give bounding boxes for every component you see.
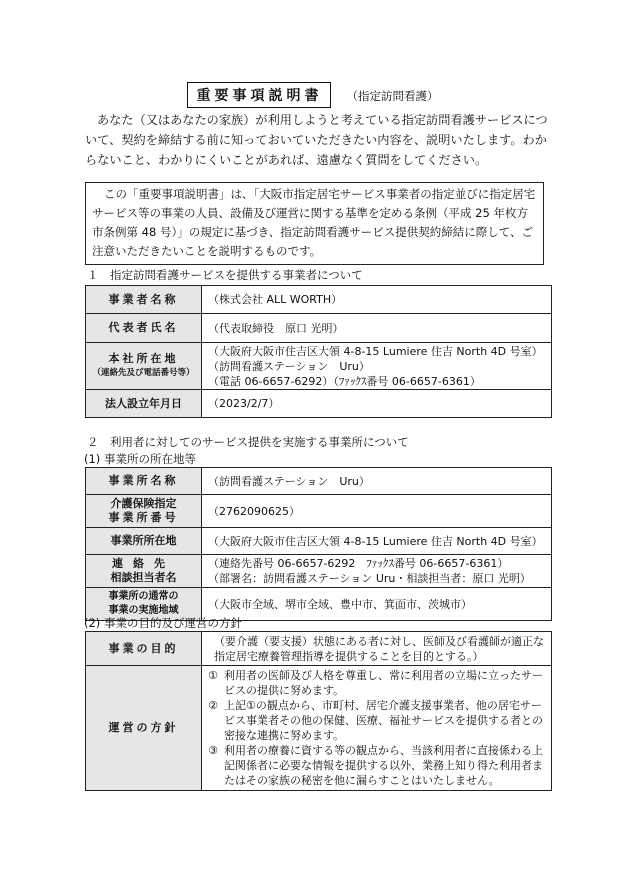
office-number-label-cell <box>86 495 202 528</box>
head-office-label-note: （連絡先及び電話番号等） <box>92 368 195 378</box>
list-item <box>202 668 547 698</box>
office-number-label-line1: 介護保険指定 <box>110 497 177 510</box>
table-row <box>86 632 552 666</box>
purpose-value: （要介護（要支援）状態にある者に対し、医師及び看護師が適正な指定居宅療養管理指導を提供することを目的とする。） <box>202 632 552 666</box>
representative-label: 代表者氏名 <box>86 314 202 343</box>
table-row <box>86 666 552 791</box>
provider-table <box>85 285 552 418</box>
established-date-label: 法人設立年月日 <box>86 390 202 418</box>
contact-label-line2: 相談担当者名 <box>110 571 177 584</box>
policy-item-number: ② <box>208 699 218 712</box>
contact-label-line1: 連絡先 <box>112 557 175 570</box>
service-area-label-line1: 事業所の通常の <box>108 591 179 602</box>
head-office-phone: （電話 06-6657-6292）（ﾌｧｯｸｽ番号 06-6657-6361） <box>208 374 481 388</box>
representative-value: （代表取締役 原口 光明） <box>202 314 552 343</box>
office-address-value: （大阪府大阪市住吉区大領 4-8-15 Lumiere 住吉 North 4D 号室） <box>202 528 552 555</box>
office-name-value: （訪問看護ステーション Uru） <box>202 468 552 495</box>
intro-paragraph: あなた（又はあなたの家族）が利用しようと考えている指定訪問看護サービスについて、契約を締結する前に知っておいていただきたい内容を、説明いたします。わからないこと、わかりにくいことがあれば、遠慮なく質問をしてください。 <box>85 113 548 167</box>
document-title: 重要事項説明書 <box>187 82 331 108</box>
office-number-value: （2762090625） <box>202 495 552 528</box>
section2-sub2-heading: (2) 事業の目的及び運営の方針 <box>84 616 242 630</box>
contact-person: （部署名：訪問看護ステーション Uru・相談担当者：原口 光明） <box>208 572 531 585</box>
policy-item-text: 利用者の医師及び人格を尊重し、常に利用者の立場に立ったサービスの提供に努めます。 <box>224 669 543 697</box>
table-row <box>86 495 552 528</box>
head-office-value <box>202 343 552 390</box>
office-table <box>85 467 552 621</box>
service-area-value: （大阪市全域、堺市全域、豊中市、箕面市、茨城市） <box>202 588 552 621</box>
policy-item-number: ③ <box>208 744 218 757</box>
purpose-policy-table <box>85 631 552 791</box>
table-row <box>86 390 552 418</box>
policy-item-text: 上記①の観点から、市町村、居宅介護支援事業者、他の居宅サービス事業者その他の保健、医療、福祉サービスを提供する者との密接な連携に努めます。 <box>224 699 543 742</box>
office-name-label: 事業所名称 <box>86 468 202 495</box>
table-row <box>86 528 552 555</box>
contact-label-cell <box>86 555 202 588</box>
table-row <box>86 314 552 343</box>
policy-value <box>202 666 552 791</box>
contact-phone-fax: （連絡先番号 06-6657-6292 ﾌｧｯｸｽ番号 06-6657-6361） <box>208 557 509 570</box>
table-row <box>86 555 552 588</box>
table-row <box>86 468 552 495</box>
head-office-address: （大阪府大阪市住吉区大領 4-8-15 Lumiere 住吉 North 4D 号室） <box>208 344 543 358</box>
document-subtitle: （指定訪問看護） <box>346 88 439 103</box>
section1-heading: １ 指定訪問看護サービスを提供する事業者について <box>87 268 363 282</box>
table-row <box>86 286 552 314</box>
list-item <box>202 698 547 743</box>
list-item <box>202 743 547 788</box>
document-title-row <box>0 82 626 108</box>
established-date-value: （2023/2/7） <box>202 390 552 418</box>
notice-box: この「重要事項説明書」は、「大阪市指定居宅サービス事業者の指定並びに指定居宅サービス等の事業の人員、設備及び運営に関する基準を定める条例（平成 25 年枚方市条例第 48 号）」の規定に基づき、指定訪問看護サービス提供契約締結に際して、ご注意いただきたいことを説明するものです。 <box>85 182 544 265</box>
contact-value <box>202 555 552 588</box>
service-area-label-line2: 事業の実施地域 <box>108 605 179 616</box>
section2-heading: ２ 利用者に対してのサービス提供を実施する事業所について <box>87 435 409 449</box>
office-address-label: 事業所所在地 <box>86 528 202 555</box>
policy-item-number: ① <box>208 669 218 682</box>
policy-item-text: 利用者の療養に資する等の観点から、当該利用者に直接係わる上記関係者に必要な情報を提供する以外、業務上知り得た利用者またはその家族の秘密を他に漏らすことはいたしません。 <box>224 744 543 787</box>
section2-sub1-heading: (1) 事業所の所在地等 <box>84 452 196 466</box>
head-office-station: （訪問看護ステーション Uru） <box>208 359 370 373</box>
head-office-label: 本社所在地 <box>108 352 179 365</box>
provider-name-value: （株式会社 ALL WORTH） <box>202 286 552 314</box>
office-number-label-line2: 事業所番号 <box>108 511 179 524</box>
policy-label: 運営の方針 <box>86 666 202 791</box>
purpose-label: 事業の目的 <box>86 632 202 666</box>
table-row <box>86 343 552 390</box>
head-office-label-cell <box>86 343 202 390</box>
policy-list <box>202 666 551 790</box>
provider-name-label: 事業者名称 <box>86 286 202 314</box>
